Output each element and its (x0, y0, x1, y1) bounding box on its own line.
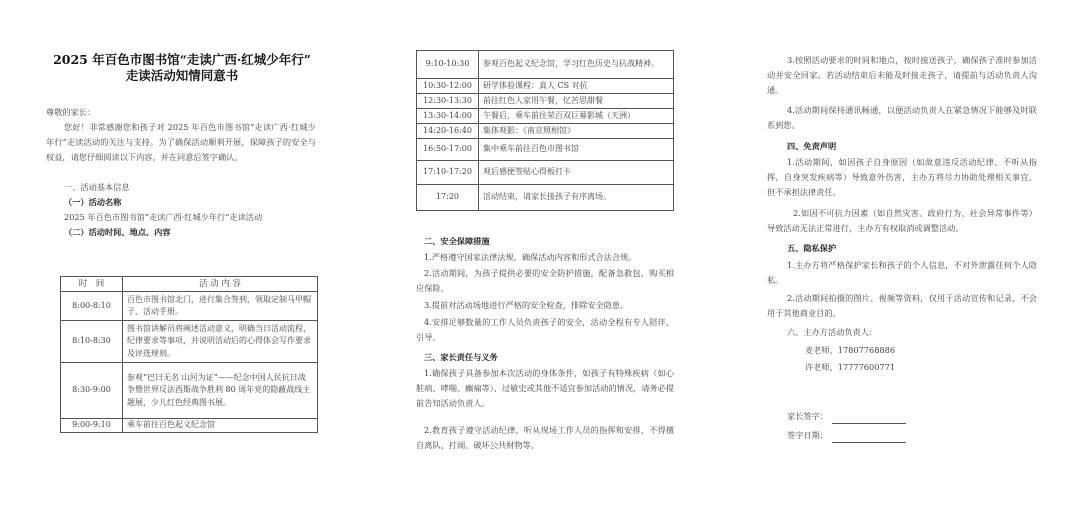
row-content: 百色市图书馆北门，进行集合签到，领取定制马甲帽子、活动手册。 (123, 292, 318, 321)
section6-heading: 六、主办方活动负责人： (787, 327, 878, 337)
row-content: 集中乘车前往百色市图书馆 (479, 139, 674, 161)
row-time: 17:20 (417, 185, 479, 211)
section3-item: 3.按照活动要求的时间和地点，按时接送孩子，确保孩子准时参加活动并安全回家。若活动结束后未能及时接走孩子，请提前与活动负责人沟通。 (767, 55, 1037, 95)
section4-heading: 四、免责声明 (787, 141, 837, 151)
row-content: 集体观影：《南京照相馆》 (479, 124, 674, 139)
section3-heading: 三、家长责任与义务 (424, 352, 498, 362)
activity-name: 2025 年百色市图书馆“走读广西·红城少年行”走读活动 (64, 212, 263, 222)
table-row (417, 109, 674, 124)
row-time: 9:00-9:10 (61, 419, 123, 433)
section3-item: 2.教育孩子遵守活动纪律，听从现场工作人员的指挥和安排，不得擅自离队、打闹、破坏公共财物等。 (416, 425, 674, 450)
section3-item: 4.活动期间保持通讯畅通，以便活动负责人在紧急情况下能够及时联系到您。 (767, 105, 1037, 130)
signature-date-label: 签字日期： (787, 430, 828, 440)
signature-date-field[interactable] (787, 428, 906, 443)
row-time: 10:30-12:00 (417, 79, 479, 94)
row-content: 乘车前往百色起义纪念馆 (123, 419, 318, 433)
parent-signature-field[interactable] (787, 409, 906, 424)
table-row (417, 94, 674, 109)
section5-heading: 五、隐私保护 (787, 243, 837, 253)
row-content: 参观百色起义纪念馆，学习红色历史与抗战精神。 (479, 51, 674, 79)
section3-item: 1.确保孩子具备参加本次活动的身体条件，如孩子有特殊疾病（如心脏病、哮喘、癫痫等）、过敏史或其他不适宜参加活动的情况，请务必提前告知活动负责人。 (416, 368, 674, 408)
intro-paragraph: 您好！非常感谢您和孩子对 2025 年百色市图书馆“走读广西·红城少年行”走读活动的关注与支持。为了确保活动顺利开展，保障孩子的安全与权益，请您仔细阅读以下内容，并在同意后签字确认。 (46, 122, 316, 162)
table-row (61, 292, 318, 321)
schedule-table-part1 (60, 276, 318, 433)
section2-item: 4.安排足够数量的工作人员负责孩子的安全，活动全程有专人陪伴、引导。 (416, 317, 674, 342)
row-time: 8:10-8:30 (61, 321, 123, 363)
section1-sub-schedule: （二）活动时间、地点、内容 (64, 227, 171, 237)
section2-heading: 二、安全保障措施 (424, 236, 490, 246)
table-header-row (61, 277, 318, 292)
table-row (417, 161, 674, 185)
row-time: 14:20-16:40 (417, 124, 479, 139)
parent-signature-line[interactable] (832, 414, 906, 424)
row-time: 12:30-13:30 (417, 94, 479, 109)
row-time: 8:00-8:10 (61, 292, 123, 321)
row-content: 研学体验课程：真人 CS 对抗 (479, 79, 674, 94)
parent-signature-label: 家长签字： (787, 411, 828, 421)
row-time: 8:30-9:00 (61, 363, 123, 419)
row-time: 16:50-17:00 (417, 139, 479, 161)
section5-item: 1.主办方将严格保护家长和孩子的个人信息，不对外泄露任何个人隐私。 (767, 260, 1037, 285)
row-time: 13:30-14:00 (417, 109, 479, 124)
row-content: 参观“巴曰无名 山河为证”——纪念中国人民抗日战争暨世界反法西斯战争胜利 80 周年党的隐蔽战线主题展，少儿红色经典图书展。 (123, 363, 318, 419)
section2-item: 3.提前对活动场地进行严格的安全检查，排除安全隐患。 (424, 300, 629, 310)
table-row (61, 419, 318, 433)
row-content: 观后感便签贴心得板打卡 (479, 161, 674, 185)
section5-item: 2.活动期间拍摄的图片、视频等资料，仅用于活动宣传和记录，不会用于其他商业目的。 (767, 293, 1037, 318)
contact-item: 许老师，17777600771 (805, 362, 896, 372)
header-time: 时 间 (61, 277, 123, 292)
greeting: 尊敬的家长： (46, 107, 96, 117)
title-line-1: 2025 年百色市图书馆“走读广西·红城少年行” (53, 52, 311, 67)
table-row (417, 139, 674, 161)
section2-item: 1.严格遵守国家法律法规，确保活动内容和形式合法合规。 (424, 252, 637, 262)
row-content: 午餐后，乘车前往荣百双巨幕影城（天洲） (479, 109, 674, 124)
section4-item: 2.如因不可抗力因素（如自然灾害、政府行为、社会异常事件等）导致活动无法正常进行，主办方有权取消或调整活动。 (767, 208, 1037, 233)
section1-sub-name: （一）活动名称 (64, 197, 122, 207)
table-row (417, 124, 674, 139)
document-title (46, 52, 318, 84)
header-content: 活 动 内 容 (123, 277, 318, 292)
section4-item: 1.活动期间，如因孩子自身原因（如故意违反活动纪律、不听从指挥，自身突发疾病等）导致意外伤害，主办方将尽力协助处理相关事宜，但不承担法律责任。 (767, 157, 1037, 197)
table-row (417, 51, 674, 79)
row-content: 活动结束，请家长接孩子有序离场。 (479, 185, 674, 211)
table-row (417, 79, 674, 94)
schedule-table-part2 (416, 50, 674, 211)
section1-heading: 一、活动基本信息 (64, 182, 130, 192)
row-content: 图书馆讲解员将阐述活动意义，明确当日活动流程，纪律要求等事项，并说明活动后的心得体会写作要求及评选规则。 (123, 321, 318, 363)
row-time: 9:10-10:30 (417, 51, 479, 79)
row-content: 前往红色人家用午餐，忆苦思甜餐 (479, 94, 674, 109)
table-row (61, 321, 318, 363)
signature-date-line[interactable] (832, 433, 906, 443)
contact-item: 麦老师，17807768886 (805, 345, 896, 355)
row-time: 17:10-17:20 (417, 161, 479, 185)
table-row (417, 185, 674, 211)
title-line-2: 走读活动知情同意书 (125, 68, 239, 83)
table-row (61, 363, 318, 419)
section2-item: 2.活动期间，为孩子提供必要的安全防护措施，配备急救包，购买相应保险。 (416, 268, 674, 293)
